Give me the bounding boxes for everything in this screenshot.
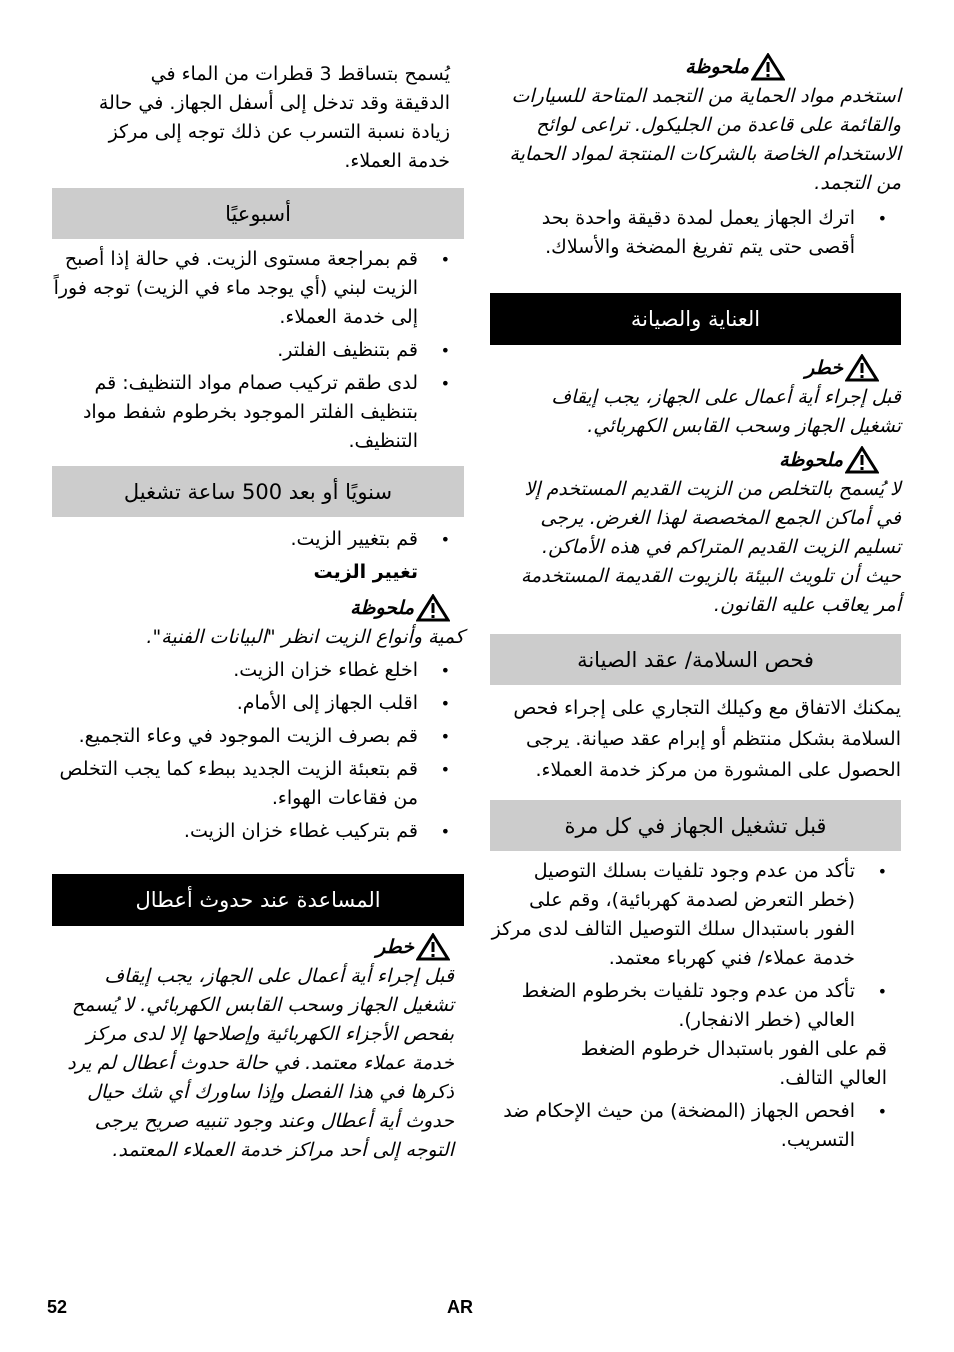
list-item: • قم بمراجعة مستوى الزيت. في حالة إذا أصبح الزيت لبني (أي يوجد ماء في الزيت) توجه فوراً إلى خدمة العملاء. <box>52 245 464 332</box>
note-text: لا يُسمح بالتخلص من الزيت القديم المستخدم إلا في أماكن الجمع المخصصة لهذا الغرض. يرجى تسليم الزيت القديم المتراكم في هذه الأماكن. حيث أن تلويث البيئة بالزيوت القديمة المستخدمة أمر يعاقب عليه القانون. <box>520 478 901 616</box>
bullet-list <box>52 656 464 846</box>
list-item: • قم بتركيب غطاء خزان الزيت. <box>52 817 464 846</box>
section-heading-safety: فحص السلامة/ عقد الصيانة <box>490 634 901 685</box>
list-item: • قم بتعبئة الزيت الجديد ببطء كما يجب التخلص من فقاعات الهواء. <box>52 755 464 813</box>
right-column <box>490 52 901 1159</box>
list-item: • قم بتغيير الزيت. <box>52 525 464 554</box>
section-heading-care: العناية والصيانة <box>490 293 901 345</box>
language-code: AR <box>447 1297 473 1317</box>
list-item: • تأكد من عدم وجود تلفيات بخرطوم الضغط العالي (خطر الانفجار). <box>490 977 901 1035</box>
danger-header <box>490 353 901 383</box>
bullet-list <box>52 525 464 554</box>
warning-triangle-icon <box>751 53 785 81</box>
danger-text: قبل إجراء أية أعمال على الجهاز، يجب إيقاف تشغيل الجهاز وسحب القابس الكهربائي. لا يُسمح بفحص الأجزاء الكهربائية وإصلاحها إلا لدى مركز خدمة عملاء معتمد. في حالة حدوث أعطال لم يرد ذكرها في هذا الفصل وإذا ساورك أي شك حيال حدوث أية أعطال وعند وجود تنبيه صريح يرجى التوجه إلى أحد مراكز خدمة العملاء المعتمد. <box>67 965 454 1161</box>
page-number: 52 <box>47 1297 68 1317</box>
note-label: ملحوظة <box>779 449 843 471</box>
section-heading-before-start: قبل تشغيل الجهاز في كل مرة <box>490 800 901 851</box>
safety-text: يمكنك الاتفاق مع وكيلك التجاري على إجراء فحص السلامة بشكل منتظم أو إبرام عقد صيانة. يرجى الحصول على المشورة من مركز خدمة العملاء. <box>513 697 901 781</box>
danger-header <box>52 932 464 962</box>
note-label: ملحوظة <box>350 597 414 619</box>
note-label: ملحوظة <box>685 56 749 78</box>
danger-text: قبل إجراء أية أعمال على الجهاز، يجب إيقاف تشغيل الجهاز وسحب القابس الكهربائي. <box>551 386 901 437</box>
subheading-oil-change: تغيير الزيت <box>313 561 418 583</box>
list-item: • قم بتنظيف الفلتر. <box>52 336 464 365</box>
section-heading-troubleshooting: المساعدة عند حدوث أعطال <box>52 874 464 926</box>
bullet-list <box>490 1097 901 1155</box>
warning-triangle-icon <box>416 933 450 961</box>
note-header <box>52 593 464 623</box>
intro-text: يُسمح بتساقط 3 قطرات من الماء في الدقيقة وقد تدخل إلى أسفل الجهاز. في حالة زيادة نسبة التسرب عن ذلك توجه إلى مركز خدمة العملاء. <box>98 63 450 172</box>
before-start-text: قم على الفور باستبدال خرطوم الضغط العالي التالف. <box>580 1038 887 1089</box>
bullet-list <box>490 857 901 1035</box>
warning-triangle-icon <box>416 594 450 622</box>
list-item: • لدى طقم تركيب صمام مواد التنظيف: قم بتنظيف الفلتر الموجود بخرطوم شفط مواد التنظيف. <box>52 369 464 456</box>
list-item: • اخلع غطاء خزان الزيت. <box>52 656 464 685</box>
warning-triangle-icon <box>845 354 879 382</box>
bullet-list <box>490 204 901 262</box>
note-header <box>490 52 901 82</box>
list-item: • تأكد من عدم وجود تلفيات بسلك التوصيل (خطر التعرض لصدمة كهربائية)، وقم على الفور باستبدال سلك التوصيل التالف لدى مركز خدمة عملاء/ فني كهرباء معتمد. <box>490 857 901 973</box>
list-item: • اقلب الجهاز إلى الأمام. <box>52 689 464 718</box>
note-header <box>490 445 901 475</box>
list-item: • افحص الجهاز (المضخة) من حيث الإحكام ضد التسريب. <box>490 1097 901 1155</box>
note-text: كمية وأنواع الزيت انظر "البيانات الفنية". <box>146 626 464 648</box>
section-heading-yearly: سنويًا أو بعد 500 ساعة تشغيل <box>52 466 464 517</box>
left-column <box>52 60 464 1165</box>
section-heading-weekly: أسبوعيًا <box>52 188 464 239</box>
list-item: • اترك الجهاز يعمل لمدة دقيقة واحدة بحد أقصى حتى يتم تفريغ المضخة والأسلاك. <box>490 204 901 262</box>
note-text: استخدم مواد الحماية من التجمد المتاحة للسيارات والقائمة على قاعدة من الجليكول. تراعى لوائح الاستخدام الخاصة بالشركات المنتجة لمواد الحماية من التجمد. <box>509 85 901 194</box>
list-item: • قم بصرف الزيت الموجود في وعاء التجميع. <box>52 722 464 751</box>
danger-label: خطر <box>805 357 843 379</box>
danger-label: خطر <box>376 936 414 958</box>
warning-triangle-icon <box>845 446 879 474</box>
bullet-list <box>52 245 464 456</box>
